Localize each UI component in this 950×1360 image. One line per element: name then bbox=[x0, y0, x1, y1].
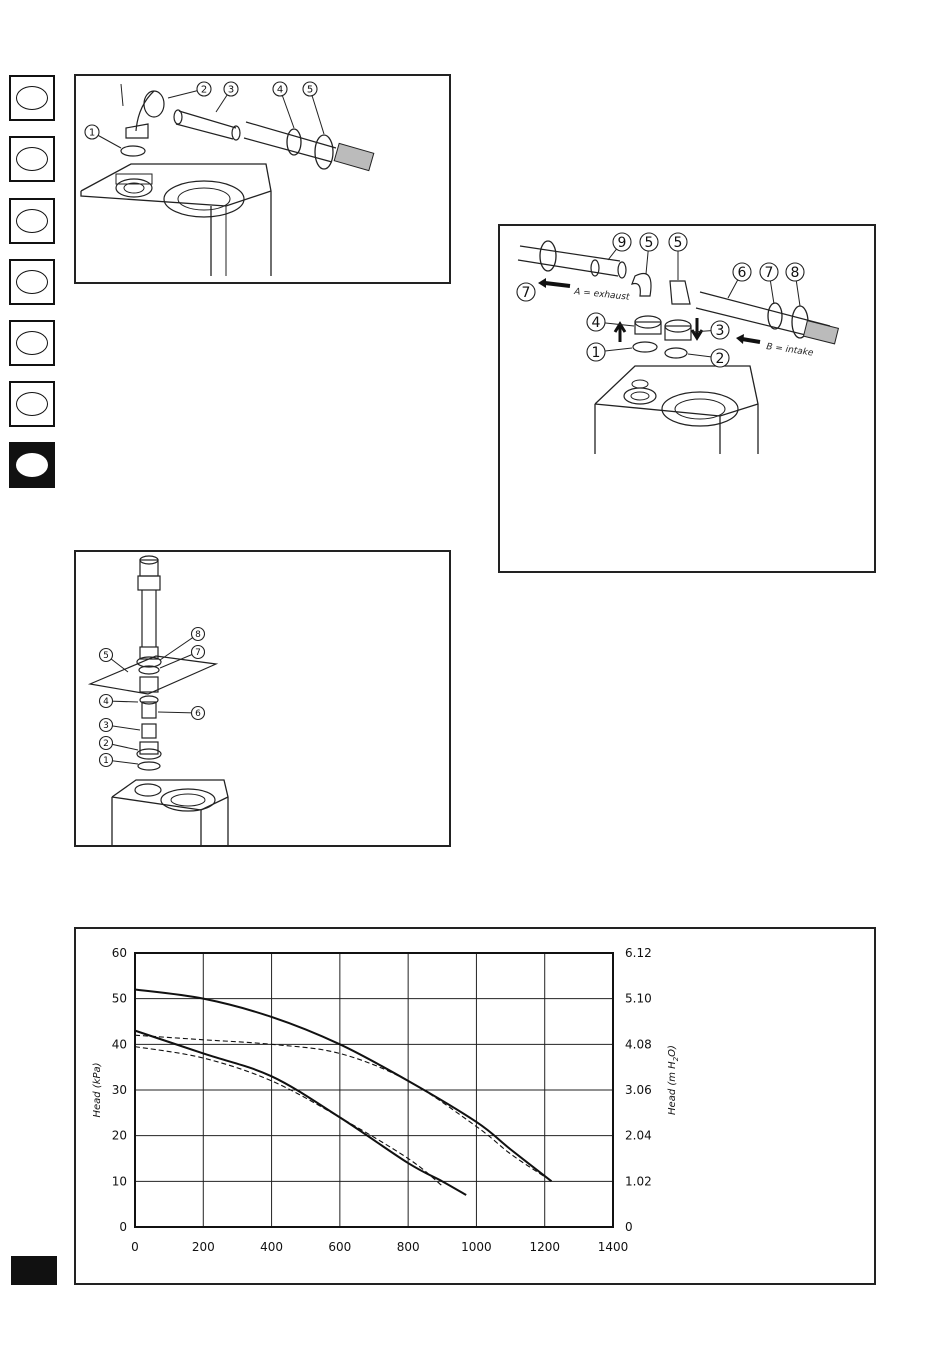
x-tick-label: 800 bbox=[396, 1240, 420, 1254]
pump-curve-figure bbox=[74, 927, 876, 1285]
y-tick-label-right: 3.06 bbox=[625, 1083, 652, 1097]
y-tick-label-left: 0 bbox=[119, 1220, 127, 1234]
svg-text:8: 8 bbox=[790, 265, 800, 282]
callout-1 bbox=[85, 125, 121, 148]
y-tick-label-left: 50 bbox=[111, 991, 127, 1006]
y-tick-label-left: 20 bbox=[111, 1128, 127, 1143]
x-tick-label: 200 bbox=[191, 1240, 215, 1254]
intake-label: B = intake bbox=[765, 342, 814, 359]
side-tab-3[interactable] bbox=[9, 198, 55, 244]
svg-text:5: 5 bbox=[103, 651, 109, 662]
x-tick-label: 1200 bbox=[529, 1240, 560, 1254]
callout-7 bbox=[760, 263, 778, 304]
callout-6 bbox=[728, 263, 751, 298]
svg-text:1: 1 bbox=[103, 756, 109, 767]
y-tick-label-left: 40 bbox=[111, 1037, 127, 1052]
y-axis-label-right: Head (m $H_2O$) bbox=[667, 1045, 680, 1115]
callout-9 bbox=[608, 233, 631, 260]
svg-text:2: 2 bbox=[200, 84, 208, 96]
callout-1 bbox=[100, 754, 139, 767]
tab-oval-icon bbox=[16, 453, 48, 477]
side-tab-6[interactable] bbox=[9, 381, 55, 427]
twin-pipe-drawing bbox=[500, 226, 874, 571]
side-tab-5[interactable] bbox=[9, 320, 55, 366]
svg-text:6: 6 bbox=[737, 265, 747, 282]
side-tab-1[interactable] bbox=[9, 75, 55, 121]
callout-8 bbox=[786, 263, 804, 306]
svg-text:2: 2 bbox=[103, 739, 109, 750]
callout-7 bbox=[160, 646, 205, 669]
callout-4 bbox=[273, 82, 294, 128]
svg-text:3: 3 bbox=[103, 721, 109, 732]
y-tick-label-left: 30 bbox=[111, 1083, 127, 1097]
callout-5 bbox=[669, 233, 687, 280]
callout-2 bbox=[100, 737, 139, 751]
y-axis-label-left: Head (kPa) bbox=[92, 1062, 103, 1118]
tab-oval-icon bbox=[16, 209, 48, 233]
svg-text:4: 4 bbox=[591, 315, 601, 332]
exhaust-label: A = exhaust bbox=[573, 287, 630, 303]
svg-text:9: 9 bbox=[617, 235, 627, 252]
figure-vertical-flue bbox=[74, 550, 451, 847]
series-line-3-solid bbox=[135, 1031, 466, 1195]
rear-flue-drawing bbox=[76, 76, 449, 282]
callout-4 bbox=[100, 695, 139, 708]
x-tick-label: 0 bbox=[131, 1240, 139, 1254]
callout-1 bbox=[587, 343, 632, 361]
callout-5 bbox=[303, 82, 324, 134]
tab-oval-icon bbox=[16, 392, 48, 416]
vertical-flue-drawing bbox=[76, 552, 449, 845]
side-tab-2[interactable] bbox=[9, 136, 55, 182]
side-tab-4[interactable] bbox=[9, 259, 55, 305]
svg-text:3: 3 bbox=[715, 323, 725, 340]
tab-oval-icon bbox=[16, 147, 48, 171]
svg-text:5: 5 bbox=[306, 84, 314, 96]
callout-7 bbox=[517, 283, 535, 301]
callout-5 bbox=[640, 233, 658, 274]
figure-twin-pipe bbox=[498, 224, 876, 573]
svg-text:3: 3 bbox=[227, 84, 235, 96]
side-tab-7-active[interactable] bbox=[9, 442, 55, 488]
callout-2 bbox=[688, 349, 729, 367]
svg-text:4: 4 bbox=[276, 84, 284, 96]
callout-3 bbox=[100, 719, 141, 732]
x-tick-label: 1000 bbox=[461, 1240, 492, 1254]
svg-text:6: 6 bbox=[195, 709, 201, 720]
callout-4 bbox=[587, 313, 634, 331]
pump-curve-chart bbox=[76, 929, 874, 1283]
figure-rear-flue bbox=[74, 74, 451, 284]
tab-oval-icon bbox=[16, 331, 48, 355]
callout-3 bbox=[216, 82, 238, 112]
callout-5 bbox=[100, 649, 129, 673]
svg-text:1: 1 bbox=[88, 127, 96, 139]
svg-text:4: 4 bbox=[103, 697, 109, 708]
y-tick-label-right: 5.10 bbox=[625, 991, 652, 1006]
series-line-4-dashed bbox=[135, 1047, 442, 1186]
svg-text:5: 5 bbox=[644, 235, 654, 252]
x-tick-label: 1400 bbox=[597, 1240, 629, 1254]
y-tick-label-right: 6.12 bbox=[625, 946, 652, 960]
svg-text:2: 2 bbox=[715, 351, 725, 368]
y-tick-label-right: 4.08 bbox=[625, 1037, 652, 1052]
series-line-1-solid bbox=[135, 990, 552, 1182]
callout-2 bbox=[168, 82, 211, 98]
svg-text:7: 7 bbox=[195, 648, 201, 659]
y-tick-label-left: 10 bbox=[111, 1174, 127, 1189]
chart-grid bbox=[135, 953, 613, 1227]
y-tick-label-right: 2.04 bbox=[625, 1128, 652, 1143]
x-tick-label: 400 bbox=[260, 1240, 284, 1254]
svg-text:7: 7 bbox=[521, 285, 531, 302]
x-tick-label: 600 bbox=[328, 1240, 352, 1254]
y-tick-label-left: 60 bbox=[111, 946, 127, 960]
svg-text:1: 1 bbox=[591, 345, 601, 362]
tab-oval-icon bbox=[16, 86, 48, 110]
svg-text:8: 8 bbox=[195, 630, 201, 641]
page-number-tab bbox=[11, 1256, 57, 1285]
svg-text:5: 5 bbox=[673, 235, 683, 252]
y-tick-label-right: 1.02 bbox=[625, 1174, 652, 1189]
y-tick-label-right: 0 bbox=[625, 1220, 633, 1234]
callout-6 bbox=[158, 707, 205, 720]
tab-oval-icon bbox=[16, 270, 48, 294]
svg-text:7: 7 bbox=[764, 265, 774, 282]
